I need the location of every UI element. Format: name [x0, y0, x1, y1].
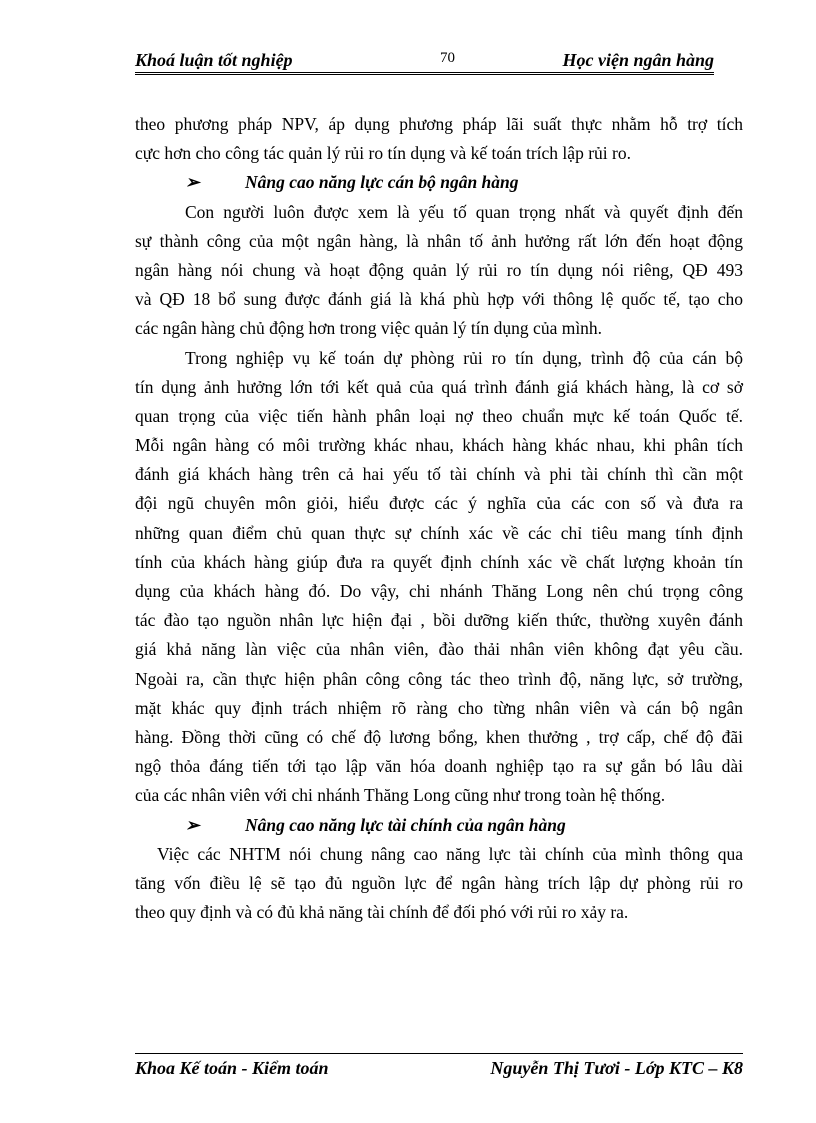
text-line: giá khả năng làn việc của nhân viên, đào thải nhân viên không đạt yêu cầu. [135, 639, 743, 660]
section-heading-finance [135, 811, 743, 840]
page-footer [135, 1053, 743, 1084]
text-line: tác đào tạo nguồn nhân lực hiện đại , bồi dưỡng kiến thức, thường xuyên đánh [135, 610, 743, 631]
text-line: hàng. Đồng thời cũng có chế độ lương bổng, khen thưởng , trợ cấp, chế độ đãi [135, 726, 743, 747]
page-number: 70 [440, 50, 455, 66]
text-line: tính của khách hàng giúp đưa ra quyết định chính xác về chất lượng khoản tín [135, 551, 743, 572]
text-line: của các nhân viên với chi nhánh Thăng Long cũng như trong toàn hệ thống. [135, 785, 666, 806]
arrow-bullet-icon: ➢ [185, 172, 200, 193]
text-line: quan trọng của việc tiến hành phân loại nợ theo chuẩn mực kế toán Quốc tế. [135, 405, 743, 426]
text-line: dụng của khách hàng đó. Do vậy, chi nhánh Thăng Long nên chú trọng công [135, 581, 743, 601]
paragraph-npv [135, 110, 743, 168]
page-body [135, 110, 743, 927]
text-line: theo phương pháp NPV, áp dụng phương pháp lãi suất thực nhằm hỗ trợ tích [135, 114, 743, 134]
text-line: những quan điểm chủ quan thực sự chính xác về các chỉ tiêu mang tính định [135, 522, 743, 543]
text-line: các ngân hàng chủ động hơn trong việc quản lý tín dụng của mình. [135, 318, 603, 339]
header-institution: Học viện ngân hàng [562, 50, 714, 70]
paragraph-people [135, 198, 743, 344]
section-heading-staff [135, 168, 743, 197]
text-line: Ngoài ra, cần thực hiện phân công công tác theo trình độ, năng lực, sở trường, [135, 668, 743, 689]
header-thesis-label: Khoá luận tốt nghiệp [135, 50, 293, 70]
arrow-bullet-icon: ➢ [185, 814, 200, 835]
text-line: theo quy định và có đủ khả năng tài chính để đối phó với rủi ro xảy ra. [135, 902, 629, 923]
heading-text: Nâng cao năng lực cán bộ ngân hàng [245, 172, 519, 193]
text-line: cực hơn cho công tác quản lý rủi ro tín dụng và kế toán trích lập rủi ro. [135, 143, 631, 164]
paragraph-capital [135, 840, 743, 928]
text-line: Con người luôn được xem là yếu tố quan trọng nhất và quyết định đến [185, 201, 743, 222]
text-line: Trong nghiệp vụ kế toán dự phòng rủi ro tín dụng, trình độ của cán bộ [185, 347, 743, 368]
text-line: và QĐ 18 bổ sung được đánh giá là khá phù hợp với thông lệ quốc tế, tạo cho [135, 289, 743, 310]
text-line: tăng vốn điều lệ sẽ tạo đủ nguồn lực để ngân hàng trích lập dự phòng rủi ro [135, 872, 743, 893]
text-line: ngộ thỏa đáng tiến tới tạo lập văn hóa doanh nghiệp tạo ra sự gắn bó lâu dài [135, 756, 743, 777]
footer-author: Nguyễn Thị Tươi - Lớp KTC – K8 [490, 1058, 743, 1078]
text-line: Việc các NHTM nói chung nâng cao năng lực tài chính của mình thông qua [157, 843, 743, 864]
text-line: đội ngũ chuyên môn giỏi, hiểu được các ý nghĩa của các con số và đưa ra [135, 493, 743, 514]
text-line: tín dụng ảnh hưởng lớn tới kết quả của quá trình đánh giá khách hàng, là cơ sở [135, 376, 743, 397]
heading-text: Nâng cao năng lực tài chính của ngân hàng [245, 814, 566, 835]
text-line: Mỗi ngân hàng có môi trường khác nhau, khách hàng khác nhau, khi phân tích [135, 435, 743, 456]
text-line: đánh giá khách hàng trên cả hai yếu tố tài chính và phi tài chính thì cần một [135, 464, 743, 485]
text-line: mặt khác quy định trách nhiệm rõ ràng cho từng nhân viên và cán bộ ngân [135, 697, 743, 718]
footer-faculty: Khoa Kế toán - Kiểm toán [135, 1058, 329, 1078]
text-line: sự thành công của một ngân hàng, là nhân tố ảnh hưởng rất lớn đến hoạt động [135, 230, 743, 251]
text-line: ngân hàng nói chung và hoạt động quản lý rủi ro tín dụng nói riêng, QĐ 493 [135, 259, 743, 280]
paragraph-credit-accounting [135, 344, 743, 811]
page-header [135, 46, 714, 75]
